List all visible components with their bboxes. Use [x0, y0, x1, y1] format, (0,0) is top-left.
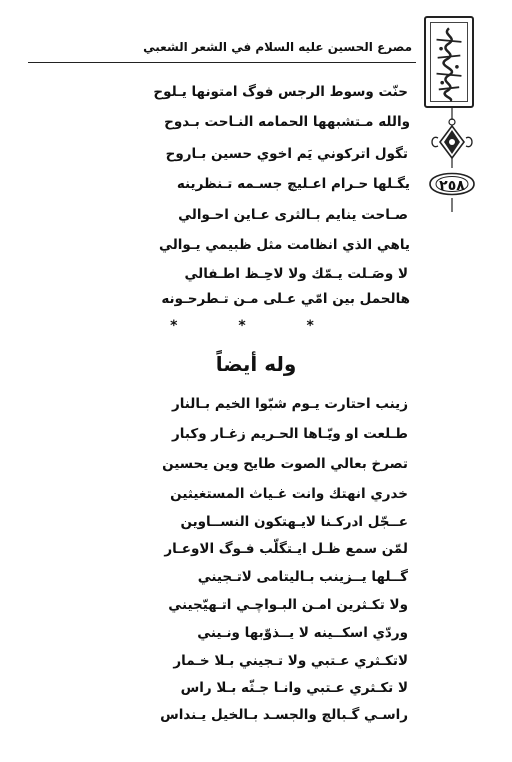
calligraphy-logo-icon [432, 26, 466, 103]
verse-line: لمّن سمع ظـل ايـتگلّب فـوگ الاوعـار [164, 541, 408, 557]
verse-line: گــلها يــزينب بـاليتامى لاتـجيني [197, 569, 408, 585]
verse-line: لا تكـثري عـتبي وانـا جـثّه بـلا راس [180, 680, 408, 696]
verse-line: صـاحت ينايم بـالثرى عـاين احـوالي [178, 207, 408, 223]
verse-line: حنّت وسوط الرجس فوگ امتونها يـلوح [153, 84, 408, 100]
section-divider-stars: * * * [170, 318, 342, 334]
verse-line: وردّي اسكــينه لا يــذوّبها ونـيني [197, 625, 408, 641]
verse-line: لاتكـثري عـتبي ولا تـجيني بـلا خـمار [173, 653, 408, 669]
verse-line: خدري انهتك وانت غـياث المستغيثين [170, 486, 408, 502]
verse-line: طـلعت او ويّـاها الحـريم زغـار وكبار [172, 426, 408, 442]
verse-line: لا وصَـلت يـمّك ولا لاحِـظ اطـفالي [184, 266, 408, 282]
verse-line: ولا تكـثرين امـن البـواچـي اتـهيّجيني [168, 597, 408, 613]
verse-line: تگول اتركوني يَم اخوي حسين بـاروح [165, 146, 408, 162]
page-ornament-icon [420, 108, 484, 212]
page-number: ٢٥٨ [439, 178, 465, 194]
verse-line: هالحمل بين امّي عـلى مـن تـطرحـونه [161, 291, 410, 307]
verse-line: يگـلها حـرام اعـليچ جسـمه تـنظرينه [176, 176, 410, 192]
calligraphy-emblem [424, 16, 474, 108]
section-title: وله أيضاً [215, 352, 297, 376]
verse-line: راسـي گـبالچ والجسـد بـالخيل يـنداس [160, 707, 408, 723]
header-title: مصرع الحسين عليه السلام في الشعر الشعبي [143, 40, 412, 54]
verse-line: والله مـتشبهها الحمامه النـاحت بـدوح [164, 114, 410, 130]
verse-line: ياهي الذي انظامت مثل ظبيمي يـوالي [159, 237, 410, 253]
verse-line: زينب احتارت يـوم شبّوا الخيم بـالنار [171, 396, 408, 412]
running-header [28, 36, 416, 63]
verse-line: عــجّل ادركـنا لايـهتكون النســاوين [180, 514, 408, 530]
verse-line: تصرخ بعالي الصوت طايح وين يحسين [162, 456, 408, 472]
